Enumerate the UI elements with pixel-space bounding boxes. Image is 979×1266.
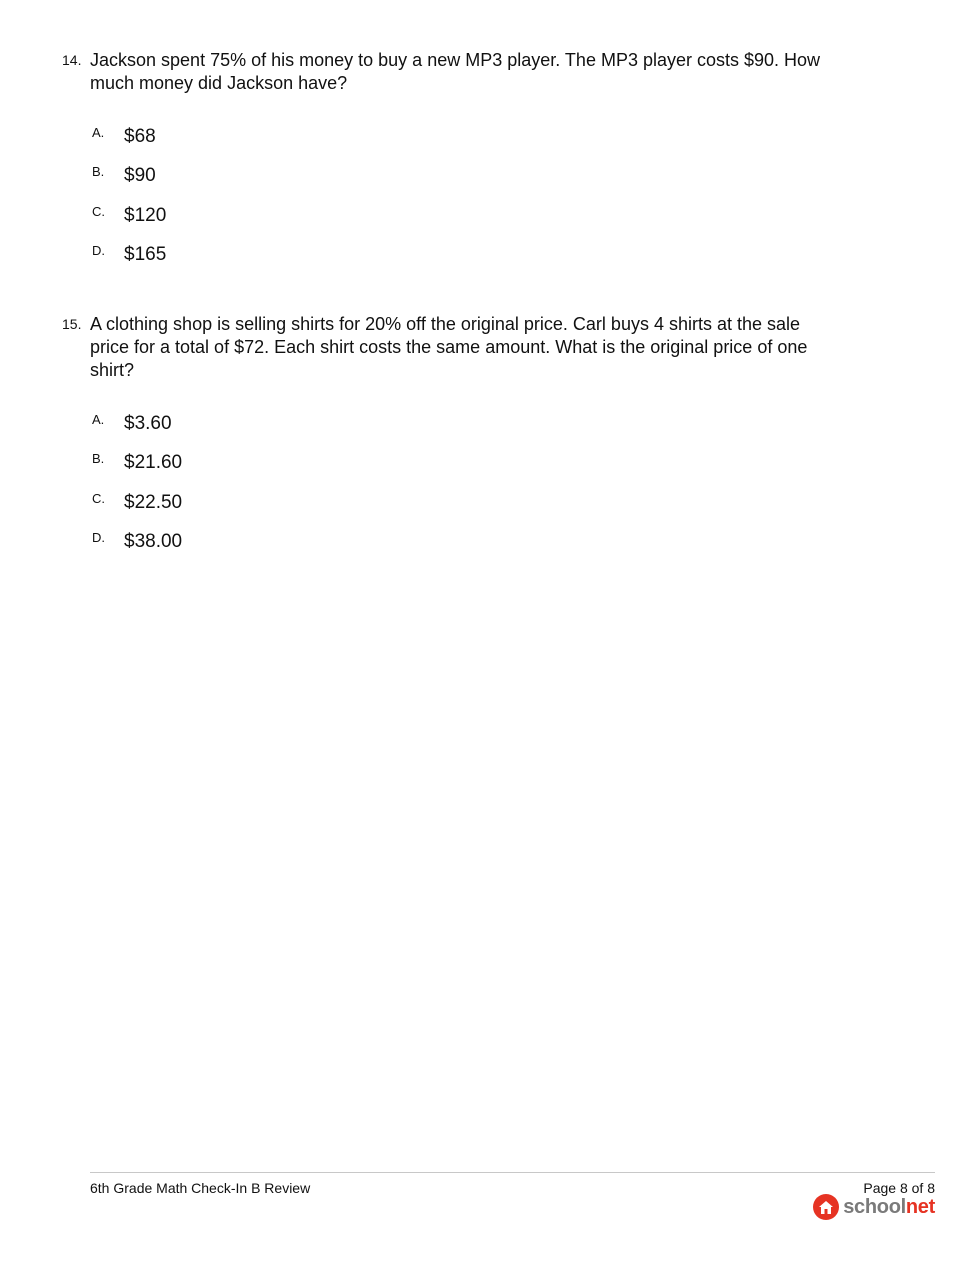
choice-b[interactable] [92,444,842,484]
answer-choices [92,404,842,562]
choice-letter: D. [92,530,105,546]
choice-text: $22.50 [124,491,183,513]
choice-letter: A. [92,124,105,140]
page-number: Page 8 of 8 [863,1180,935,1196]
logo-wordmark [843,1196,935,1219]
logo-wordmark-net: net [905,1195,935,1218]
question-number: 15. [62,316,82,332]
schoolnet-logo [813,1194,935,1220]
choice-letter: C. [92,203,105,219]
choice-c[interactable] [92,483,842,523]
question-text: A clothing shop is selling shirts for 20% off the original price. Carl buys 4 shirts at the sale price for a total of $72. Each shirt costs the same amount. What is the original price of one shirt? [90,314,808,380]
choice-c[interactable] [92,196,842,236]
choice-letter: B. [92,451,105,467]
footer-title: 6th Grade Math Check-In B Review [90,1180,311,1196]
question-15 [62,313,842,562]
choice-b[interactable] [92,157,842,197]
choice-d[interactable] [92,523,842,563]
footer-divider [90,1172,935,1173]
question-text: Jackson spent 75% of his money to buy a new MP3 player. The MP3 player costs $90. How much money did Jackson have? [90,50,821,93]
choice-text: $90 [124,165,156,187]
choice-letter: B. [92,164,105,180]
question-14 [62,49,842,275]
choice-text: $165 [124,244,167,266]
choice-a[interactable] [92,117,842,157]
choice-d[interactable] [92,236,842,276]
question-number: 14. [62,52,82,68]
choice-letter: D. [92,243,105,259]
choice-text: $68 [124,125,156,147]
logo-wordmark-school: school [843,1195,906,1218]
house-icon [813,1194,839,1220]
choice-letter: C. [92,490,105,506]
choice-letter: A. [92,411,105,427]
choice-a[interactable] [92,404,842,444]
choice-text: $120 [124,204,167,226]
choice-text: $3.60 [124,412,172,434]
choice-text: $21.60 [124,452,183,474]
answer-choices [92,117,842,275]
choice-text: $38.00 [124,531,183,553]
